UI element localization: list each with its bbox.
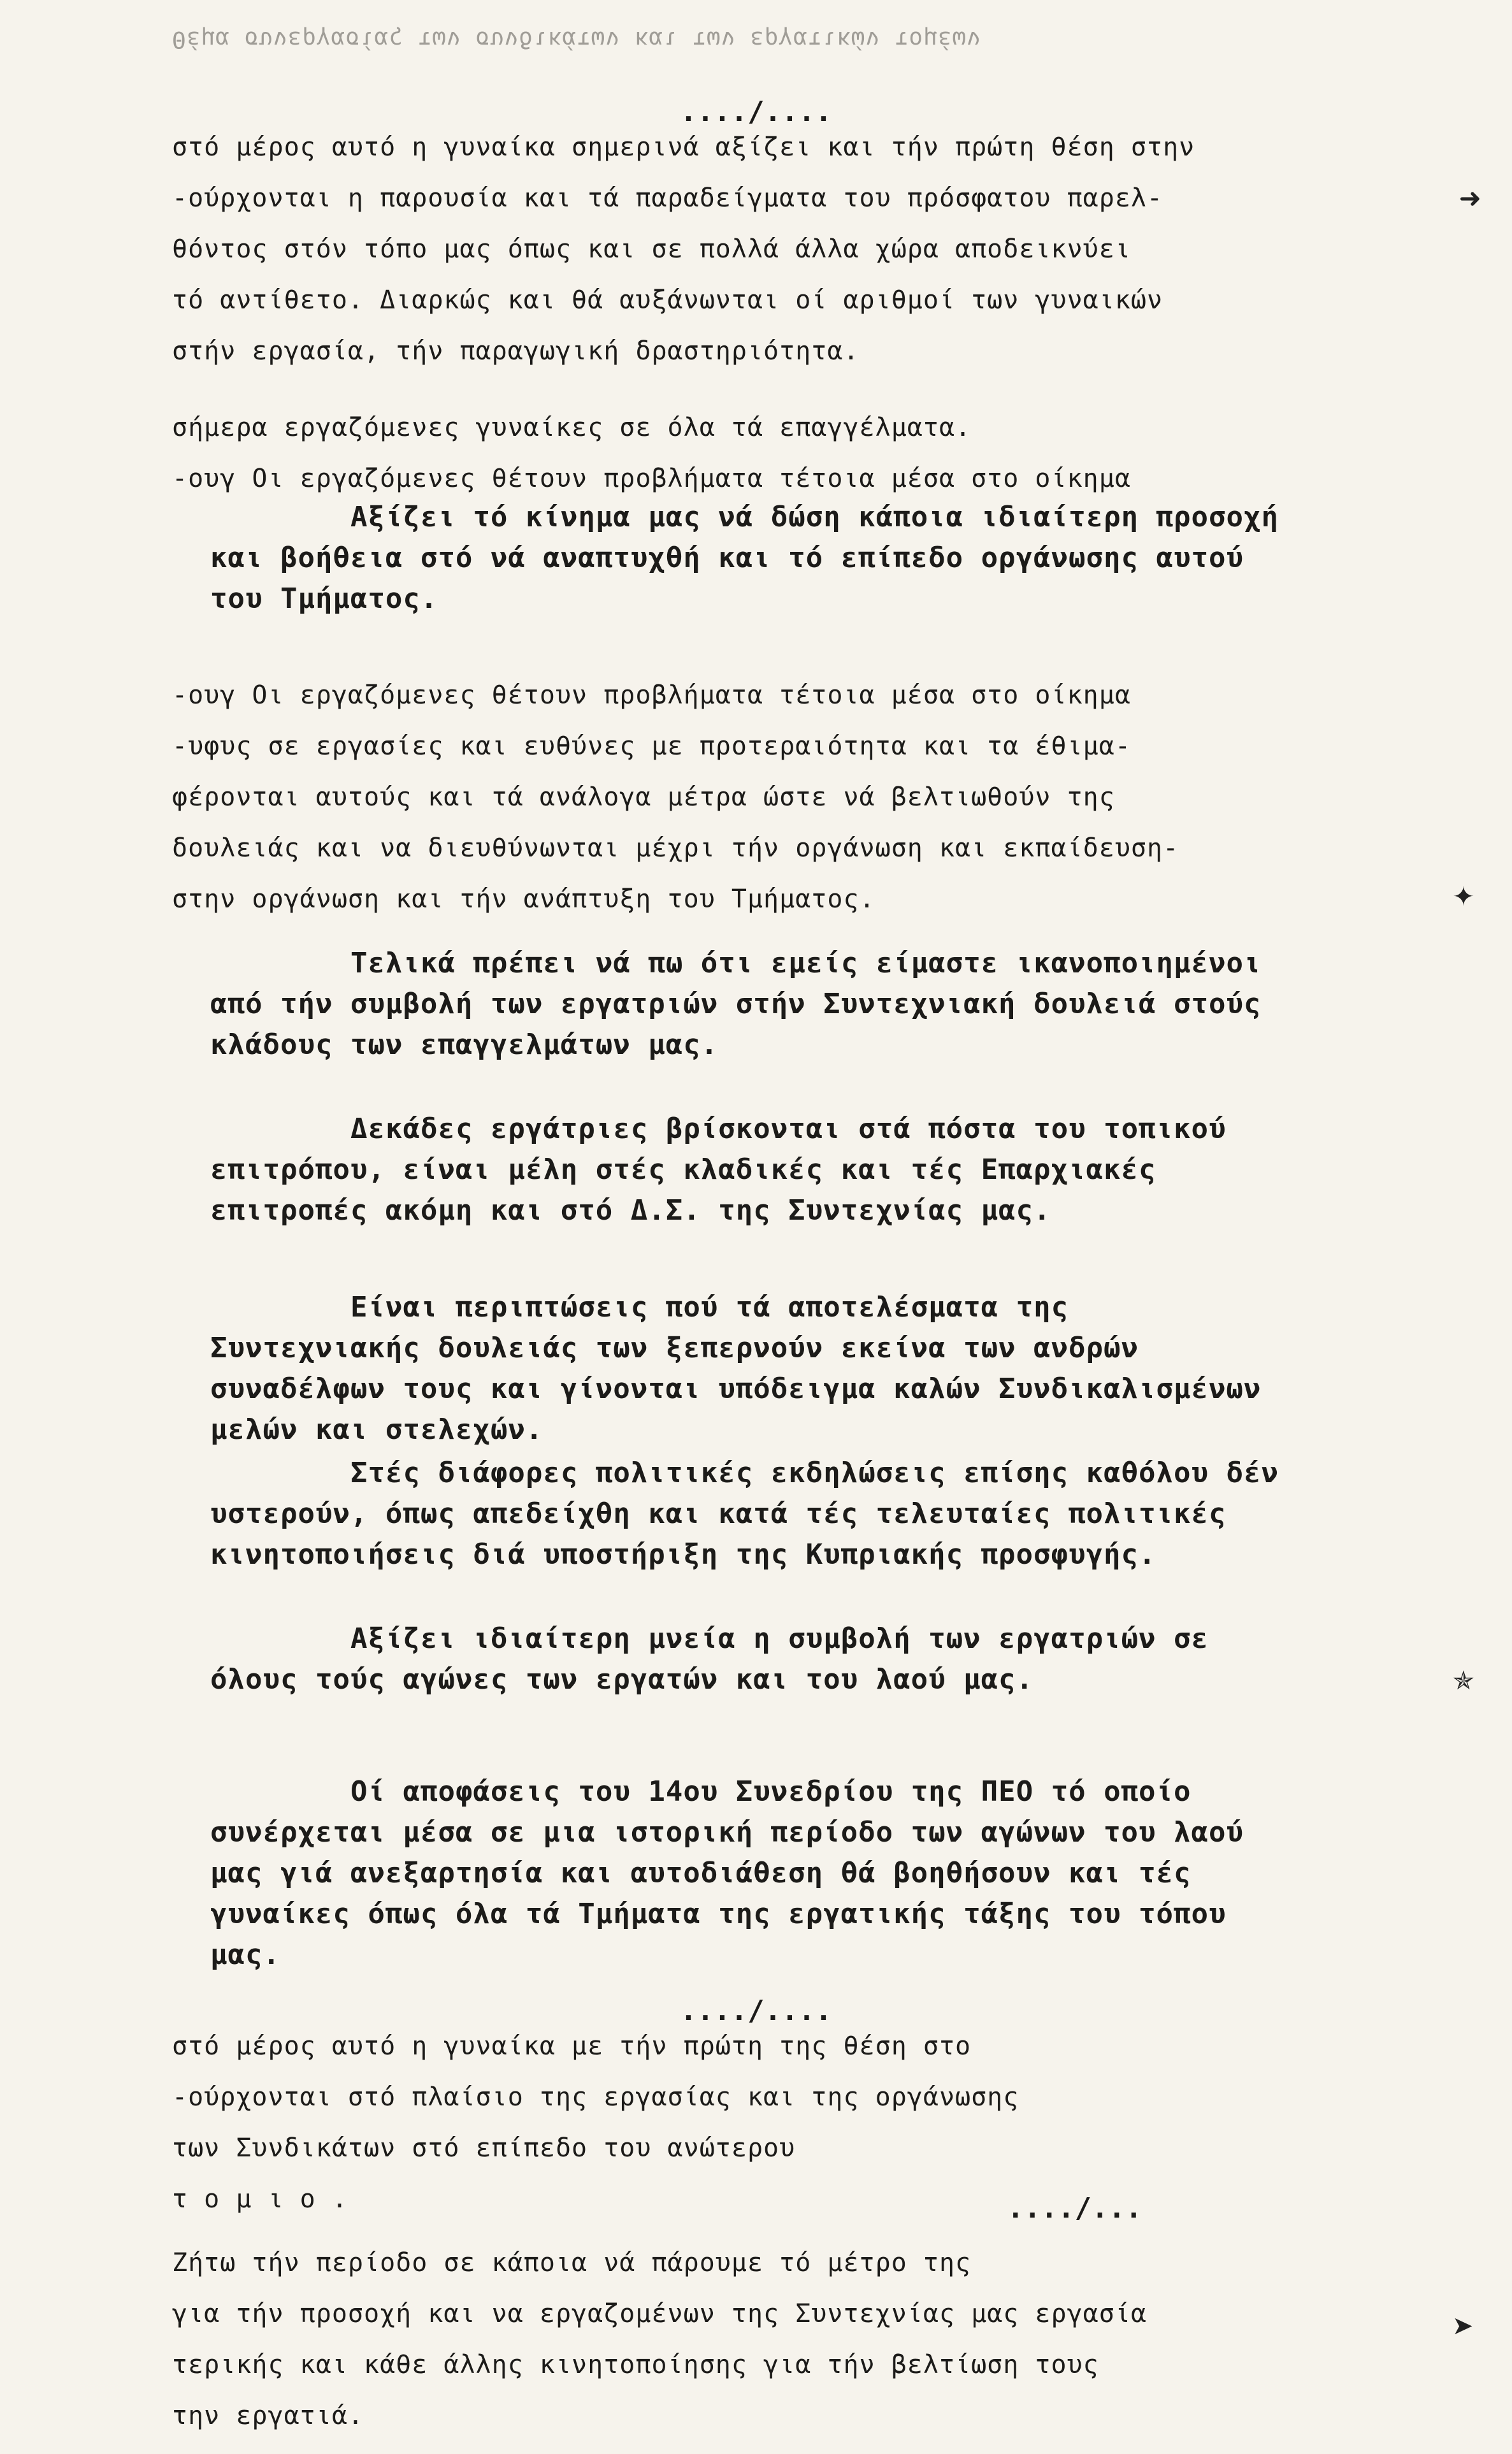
closing-line: -ούρχονται στό πλαίσιο της εργασίας και της οργάνωσης [172,2082,1019,2112]
separator-mid: ..../.... [680,1995,832,2027]
separator-bottom: ..../... [1007,2192,1142,2225]
separator-top: ..../.... [680,96,832,128]
paragraph-7: Οί αποφάσεις του 14ου Συνεδρίου της ΠΕΟ τό οποίο συνέρχεται μέσα σε μια ιστορική περίοδο των αγώνων του λαού μας γιά ανεξαρτησία και αυτοδιάθεση θά βοηθήσουν και τές γυναίκες όπως όλα τά Τμήματα της εργατικής τάξης του τόπου μας. [210,1775,1244,1971]
text-line: -ούρχονται η παρουσία και τά παραδείγματα του πρόσφατου παρελ- [172,184,1163,213]
text-line: τό αντίθετο. Διαρκώς και θά αυξάνωνται οί αριθμοί των γυναικών [172,285,1163,315]
margin-mark: ✦ [1453,873,1474,914]
paragraph-1: Αξίζει τό κίνημα μας νά δώση κάποια ιδιαίτερη προσοχή και βοήθεια στό νά αναπτυχθή και τό επίπεδο οργάνωσης αυτού του Τμήματος. [210,501,1279,615]
text-line: στην οργάνωση και τήν ανάπτυξη του Τμήματος. [172,884,875,914]
text-line: στήν εργασία, τήν παραγωγική δραστηριότητα. [172,336,860,366]
paragraph-6: Αξίζει ιδιαίτερη μνεία η συμβολή των εργατριών σε όλους τούς αγώνες των εργατών και του λαού μας. [210,1622,1209,1696]
closing-line: τ ο μ ι ο . [172,2184,348,2214]
text-line: φέρονται αυτούς και τά ανάλογα μέτρα ώστε νά βελτιωθούν της [172,783,1115,812]
margin-mark: ➤ [1453,2307,1474,2348]
paragraph-5: Στές διάφορες πολιτικές εκδηλώσεις επίσης καθόλου δέν υστερούν, όπως απεδείχθη και κατά τές τελευταίες πολιτικές κινητοποιήσεις διά υποστήριξη της Κυπριακής προσφυγής. [210,1457,1279,1571]
closing-line: την εργατιά. [172,2401,364,2430]
paragraph-3: Δεκάδες εργάτριες βρίσκονται στά πόστα του τοπικού επιτρόπου, είναι μέλη στές κλαδικές και τές Επαρχιακές επιτροπές ακόμη και στό Δ.Σ. της Συντεχνίας μας. [210,1113,1227,1227]
closing-line: για τήν προσοχή και να εργαζομένων της Συντεχνίας μας εργασία [172,2299,1148,2328]
paragraph-2: Τελικά πρέπει νά πω ότι εμείς είμαστε ικανοποιημένοι από τήν συμβολή των εργατριών στήν Συντεχνιακή δουλειά στούς κλάδους των επαγγελμάτων μας. [210,947,1262,1061]
bleed-through-header: Θέμα συνεργασίας των συνδικάτων και των εργατικών τομέων [172,26,981,52]
margin-mark: ✯ [1453,1657,1474,1698]
closing-line: των Συνδικάτων στό επίπεδο του ανώτερου [172,2133,796,2163]
text-line: δουλειάς και να διευθύνωνται μέχρι τήν οργάνωση και εκπαίδευση- [172,834,1179,863]
text-line: θόντος στόν τόπο μας όπως και σε πολλά άλλα χώρα αποδεικνύει [172,235,1131,264]
paragraph-4: Είναι περιπτώσεις πού τά αποτελέσματα της Συντεχνιακής δουλειάς των ξεπερνούν εκείνα των ανδρών συναδέλφων τους και γίνονται υπόδειγμα καλών Συνδικαλισμένων μελών και στελεχών. [210,1291,1262,1446]
closing-line: Ζήτω τήν περίοδο σε κάποια νά πάρουμε τό μέτρο της [172,2248,972,2277]
margin-mark: ➜ [1459,178,1481,220]
text-line: σήμερα εργαζόμενες γυναίκες σε όλα τά επαγγέλματα. [172,413,972,442]
text-line: -υφυς σε εργασίες και ευθύνες με προτεραιότητα και τα έθιμα- [172,732,1131,761]
text-line: -ουγ Οι εργαζόμενες θέτουν προβλήματα τέτοια μέσα στο οίκημα [172,681,1131,710]
closing-line: στό μέρος αυτό η γυναίκα με τήν πρώτη της θέση στο [172,2032,972,2061]
text-line: -ουγ Οι εργαζόμενες θέτουν προβλήματα τέτοια μέσα στο οίκημα [172,464,1131,493]
text-line: στό μέρος αυτό η γυναίκα σημερινά αξίζει και τήν πρώτη θέση στην [172,133,1195,162]
closing-line: τερικής και κάθε άλλης κινητοποίησης για τήν βελτίωση τους [172,2350,1099,2379]
